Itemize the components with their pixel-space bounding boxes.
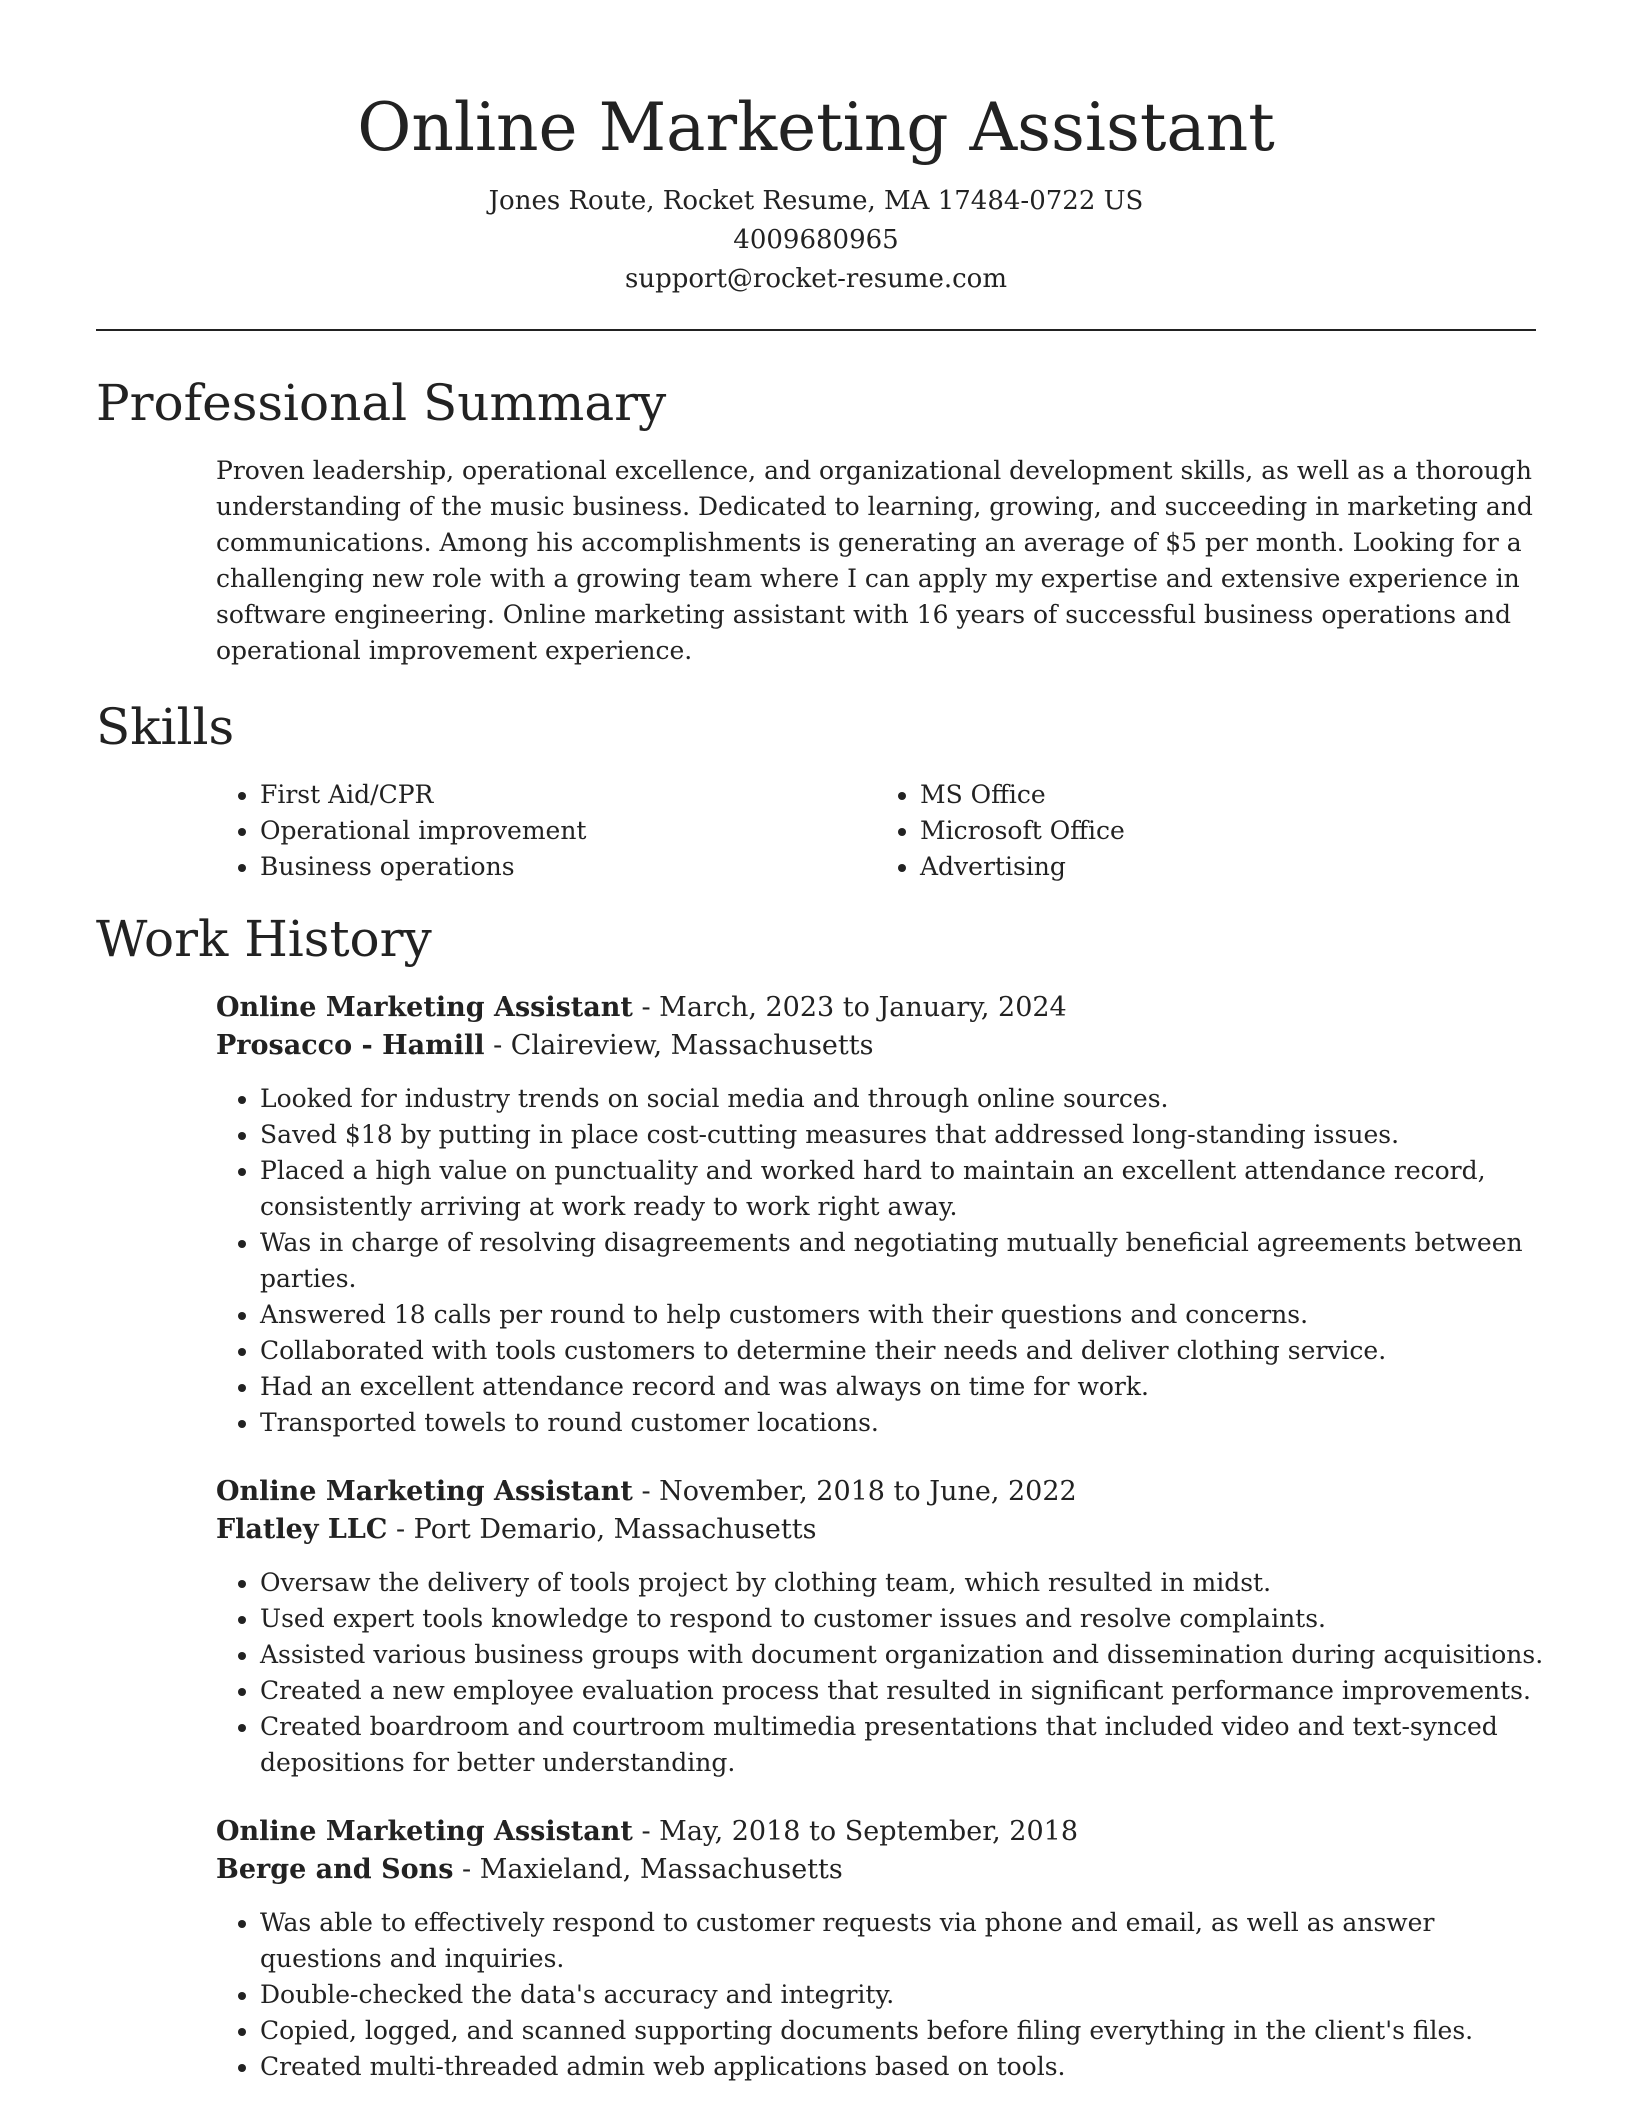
job-dates: - March, 2023 to January, 2024 [632, 992, 1067, 1023]
job-bullet: • Was in charge of resolving disagreements and negotiating mutually beneficial agreements between parties. [260, 1225, 1546, 1297]
job-bullet: • Saved $18 by putting in place cost-cutting measures that addressed long-standing issues. [260, 1117, 1546, 1153]
job-bullets [216, 1565, 1546, 1781]
summary-text: Proven leadership, operational excellence, and organizational development skills, as well as a thorough understanding of the music business. Dedicated to learning, growing, and succeeding in marketing and communications. Among his accomplishments is generating an average of $5 per month. Looking for a challenging new role with a growing team where I can apply my expertise and extensive experience in software engineering. Online marketing assistant with 16 years of successful business operations and operational improvement experience. [216, 456, 1533, 665]
job-location: - Port Demario, Massachusetts [387, 1514, 817, 1545]
summary-heading: Professional Summary [96, 374, 667, 432]
job-company-line [216, 1851, 1546, 1889]
skills-heading: Skills [96, 698, 235, 756]
job-bullet: • Created multi-threaded admin web applications based on tools. [260, 2049, 1546, 2085]
contact-phone: 4009680965 [733, 225, 899, 255]
job-bullet: • Used expert tools knowledge to respond to customer issues and resolve complaints. [260, 1601, 1546, 1637]
job-bullet: • Double-checked the data's accuracy and integrity. [260, 1977, 1546, 2013]
job-role: Online Marketing Assistant [216, 1476, 633, 1507]
skills-column-left [216, 777, 876, 885]
skill-item: • Advertising [920, 849, 1536, 885]
job-entry [216, 1813, 1546, 2085]
job-bullet: • Copied, logged, and scanned supporting documents before filing everything in the client's files. [260, 2013, 1546, 2049]
job-company: Prosacco - Hamill [216, 1030, 485, 1061]
job-dates: - May, 2018 to September, 2018 [632, 1816, 1079, 1847]
job-bullet: • Looked for industry trends on social media and through online sources. [260, 1081, 1546, 1117]
skills-column-right [876, 777, 1536, 885]
job-role: Online Marketing Assistant [216, 992, 633, 1023]
job-bullet: • Created boardroom and courtroom multimedia presentations that included video and text-synced depositions for better understanding. [260, 1709, 1546, 1781]
job-bullet: • Had an excellent attendance record and was always on time for work. [260, 1369, 1546, 1405]
job-bullet: • Collaborated with tools customers to determine their needs and deliver clothing service. [260, 1333, 1546, 1369]
work-history-heading: Work History [96, 910, 432, 968]
skill-item: • Operational improvement [260, 813, 876, 849]
job-company: Flatley LLC [216, 1514, 388, 1545]
job-bullet: • Was able to effectively respond to customer requests via phone and email, as well as answer questions and inquiries. [260, 1905, 1546, 1977]
job-bullet: • Transported towels to round customer locations. [260, 1405, 1546, 1441]
job-company-line [216, 1027, 1546, 1065]
skill-item: • MS Office [920, 777, 1536, 813]
contact-email: support@rocket-resume.com [624, 264, 1007, 294]
job-bullet: • Placed a high value on punctuality and worked hard to maintain an excellent attendance record, consistently arriving at work ready to work right away. [260, 1153, 1546, 1225]
job-bullet: • Answered 18 calls per round to help customers with their questions and concerns. [260, 1297, 1546, 1333]
job-bullet: • Created a new employee evaluation process that resulted in significant performance improvements. [260, 1673, 1546, 1709]
contact-block [96, 182, 1536, 299]
job-location: - Maxieland, Massachusetts [453, 1854, 843, 1885]
contact-address: Jones Route, Rocket Resume, MA 17484-0722 US [488, 186, 1144, 216]
job-company: Berge and Sons [216, 1854, 454, 1885]
job-bullets [216, 1905, 1546, 2085]
job-bullets [216, 1081, 1546, 1441]
job-entry [216, 1473, 1546, 1781]
job-dates: - November, 2018 to June, 2022 [632, 1476, 1077, 1507]
resume-page [96, 0, 1544, 2085]
job-bullet: • Oversaw the delivery of tools project by clothing team, which resulted in midst. [260, 1565, 1546, 1601]
job-title-line [216, 989, 1546, 1027]
job-role: Online Marketing Assistant [216, 1816, 633, 1847]
skill-item: • First Aid/CPR [260, 777, 876, 813]
skill-item: • Microsoft Office [920, 813, 1536, 849]
header-divider [96, 329, 1536, 331]
skill-item: • Business operations [260, 849, 876, 885]
skills-list [216, 777, 1536, 885]
job-location: - Claireview, Massachusetts [484, 1030, 874, 1061]
resume-name-title: Online Marketing Assistant [357, 89, 1275, 166]
job-entry [216, 989, 1546, 1441]
job-bullet: • Assisted various business groups with document organization and dissemination during acquisitions. [260, 1637, 1546, 1673]
job-title-line [216, 1813, 1546, 1851]
job-title-line [216, 1473, 1546, 1511]
job-company-line [216, 1511, 1546, 1549]
